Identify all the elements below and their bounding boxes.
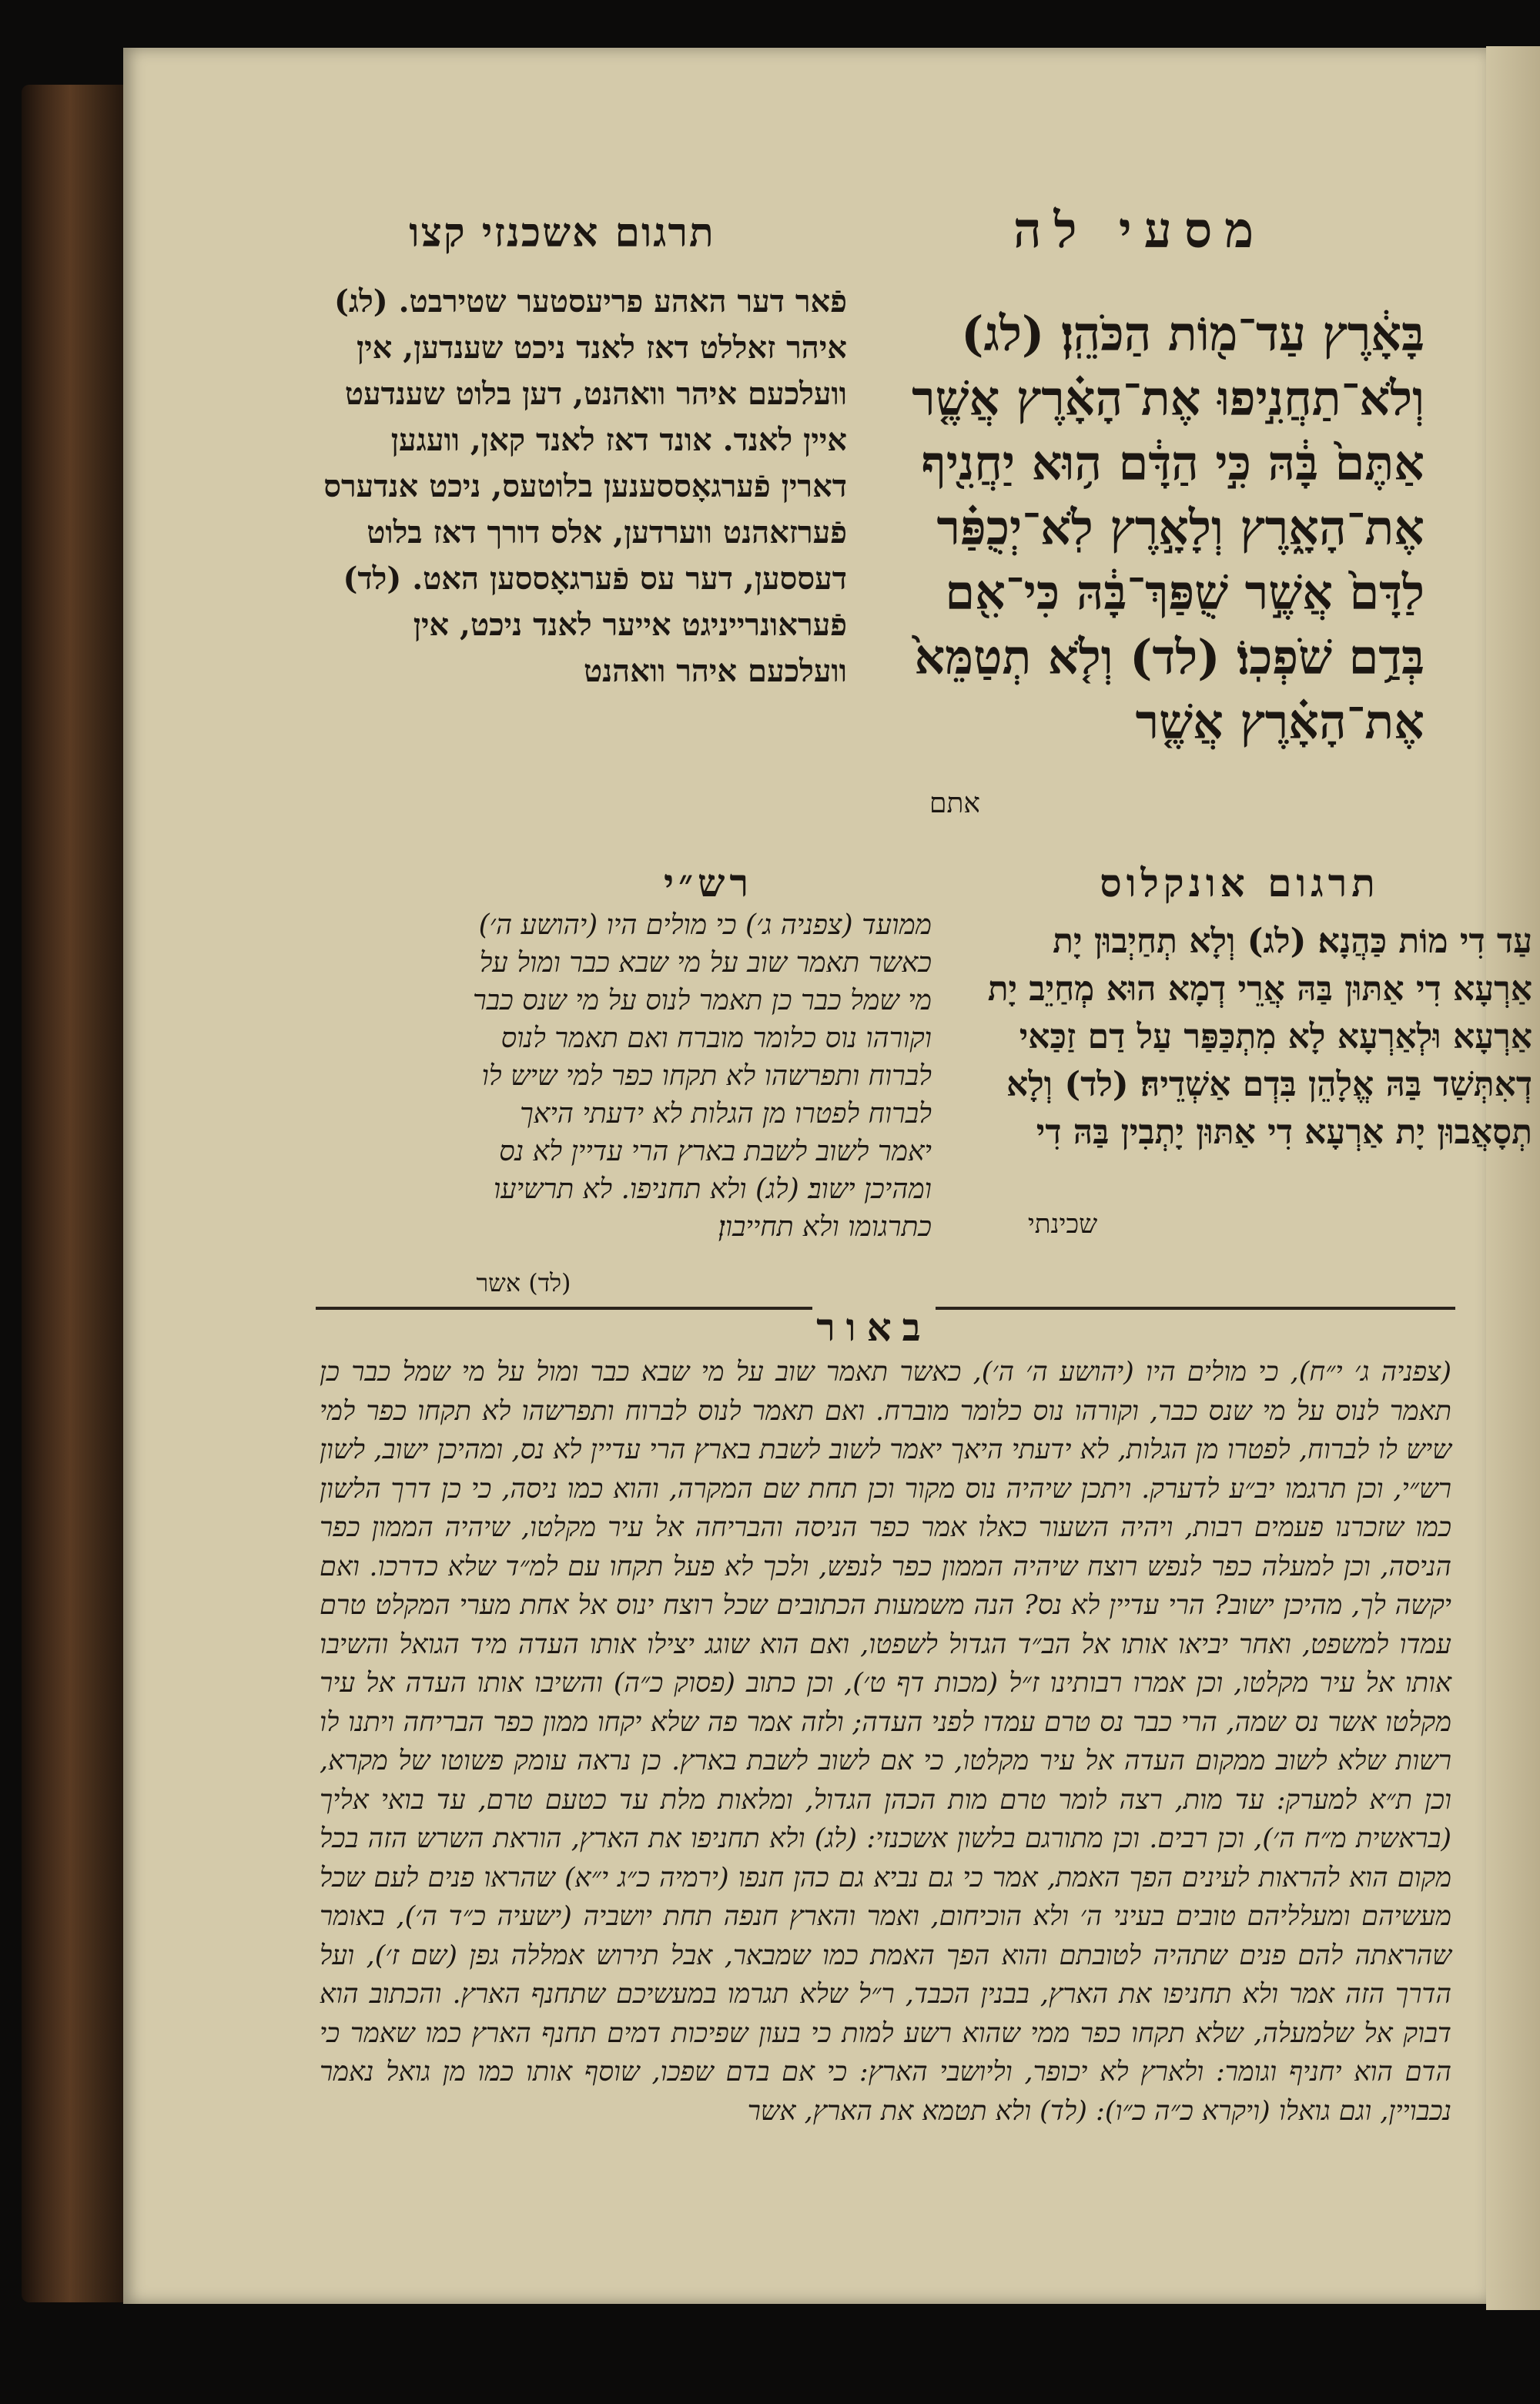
running-header-left: תרגום אשכנזי קצו [409,209,715,256]
catchword-rashi: (לד) אשר [476,1268,571,1297]
onkelos-heading: תרגום אונקלוס [1100,860,1380,906]
yiddish-translation-block: פֿאר דער האהע פריעסטער שטירבט. (לג) איהר זאללט דאז לאנד ניכט שענדען, אין וועלכעם איהר וואהנט, דען בלוט שענדעט איין לאנד. אונד דאז לאנד קאן, וועגען דארין פֿערגאָססענען בלוטעס, ניכט אנדערס פֿערזאהנט ווערדען, אלס דורך דאז בלוט דעססען, דער עס פֿערגאָססען האט. (לד) פֿעראונרייניגט אייער לאנד ניכט, אין וועלכעם איהר וואהנט [323,283,847,689]
rashi-heading: רש״י [663,860,754,906]
catchword-torah: אתם [929,788,981,819]
catchword-onkelos: שכינתי [1027,1209,1098,1240]
rashi-text-block: ממועד (צפניה ג׳) כי מולים היו (יהושע ה׳) כאשר תאמר שוב על מי שבא כבר ומול על מי שמל כבר כן תאמר לנוס על מי שנס כבר וקורהו נוס כלומר מוברח ואם תאמר לנוס לברוח ותפרשהו לא תקחו כפר למי שיש לו לברוח לפטרו מן הגלות לא ידעתי היאך יאמר לשוב לשבת בארץ הרי עדיין לא נס ומהיכן ישוב׃ (לג) ולא תחניפו. לא תרשיעו כתרגומו ולא תחייבון׃ [473,909,932,1243]
book-page [123,48,1532,2304]
facing-page-edge [1486,46,1540,2310]
biur-heading: באור [812,1304,936,1350]
biur-commentary-block: (צפניה ג׳ י״ח), כי מולים היו (יהושע ה׳ ה׳), כאשר תאמר שוב על מי שבא כבר ומול על מי שמל כבר כן תאמר לנוס על מי שנס כבר, וקורהו נוס כלומר מוברח. ואם תאמר לנוס לברוח ותפרשהו לא תקחו כפר למי שיש לו לברוח, לפטרו מן הגלות, לא ידעתי היאך יאמר לשוב לשבת בארץ הרי עדיין לא נס, ומהיכן ישוב, לשון רש״י, וכן תרגמו יב״ע לדערק. ויתכן שיהיה נוס מקור וכן תחת שם המקרה, והוא כמו ניסה, כי כן דרך הלשון כמו שזכרנו פעמים רבות, ויהיה השעור כאלו אמר כפר הניסה והבריחה אל עיר מקלטו, שיהיה הממון כפר הניסה, וכן למעלה כפר לנפש רוצח שיהיה הממון כפר לנפש, ולכך לא פעל תקחו עם למ״ד שלא כדרכו. ואם יקשה לך, מהיכן ישוב? הרי עדיין לא נס? הנה משמעות הכתובים שכל רוצח ינוס אל אחת מערי המקלט טרם עמדו למשפט, ואחר יביאו אותו אל הב״ד הגדול לשפטו, ואם הוא שוגג יצילו אותו העדה מיד הגואל והשיבו אותו אל עיר מקלטו, וכן אמרו רבותינו ז״ל (מכות דף ט׳), וכן כתוב (פסוק כ״ה) והשיבו אותו העדה אל עיר מקלטו אשר נס שמה, הרי כבר נס טרם עמדו לפני העדה; ולזה אמר פה שלא יקחו ממון כפר הבריחה ויתנו לו רשות שלא לשוב ממקום העדה אל עיר מקלטו, כי אם לשוב לשבת בארץ. כן נראה עומק פשוטו של מקרא, וכן ת״א למערק: עד מות, רצה לומר טרם מות הכהן הגדול, ומלאות מלת עד כטעם טרם, עד בואי אליך (בראשית מ״ח ה׳), וכן רבים. וכן מתורגם בלשון אשכנזי: (לג) ולא תחניפו את הארץ, הוראת השרש הזה בכל מקום הוא להראות לעינים הפך האמת, אמר כי גם נביא גם כהן חנפו (ירמיה כ״ג י״א) שהראו פנים לעם שכל מעשיהם ומעלליהם טובים בעיני ה׳ ולא הוכיחום, ואמר והארץ חנפה תחת יושביה (ישעיה כ״ד ה׳), באומר שהראתה להם פנים שתהיה לטובתם והוא הפך האמת כמו שמבאר, אבל תירוש אמללה גפן (שם ז׳), ועל הדרך הזה אמר ולא תחניפו את הארץ, בבנין הכבד, ר״ל שלא תגרמו במעשיכם שתחנף הארץ. והכתוב הוא דבוק אל שלמעלה, שלא תקחו כפר ממי שהוא רשע למות כי בעון שפיכות דמים תחנף הארץ כמו שאמר כי הדם הוא יחניף וגומר: ולארץ לא יכופר, וליושבי הארץ: כי אם בדם שפכו, שוסף אותו כמו מן גואל נאמר נכבויין, וגם גואלו (ויקרא כ״ה כ״ו): (לד) ולא תטמא את הארץ, אשר [320,1357,1451,2127]
running-header-main: מסעי לה [1013,202,1267,259]
book-fore-edge [22,85,129,2302]
torah-text-block: בָּאָ֔רֶץ עַד־מ֖וֹת הַכֹּהֵֽן׃ (לג) וְלֹא־תַחֲנִ֣יפוּ אֶת־הָאָ֗רֶץ אֲשֶׁ֤ר אַתֶּם֙ בָּ֔הּ כִּ֣י הַדָּ֔ם ה֥וּא יַחֲנִ֖יף אֶת־הָאָ֑רֶץ וְלָאָ֣רֶץ לֹֽא־יְכֻפַּ֗ר לַדָּם֙ אֲשֶׁ֣ר שֻׁפַּךְ־בָּ֔הּ כִּי־אִ֖ם בְּדַ֥ם שֹׁפְכֽוֹ׃ (לד) וְלֹ֤א תְטַמֵּא֙ אֶת־הָאָ֗רֶץ אֲשֶׁ֤ר [912,306,1424,750]
onkelos-text-block: עַד דִי מוֹת כַּהֲנָא׃ (לג) וְלָא תְחַיְבוּן יָת אַרְעָא דִי אַתּוּן בַּהּ אֲרֵי דְמָא הוּא מְחַיֵב יָת אַרְעָא וּלְאַרְעָא לָא מִתְכַּפַּר עַל דַם זַכַּאי דְאִתְּשַׁד בַּהּ אֱלָהֵן בִּדְם אַשְׁדֵיהּ׃ (לד) וְלָא תְסָאֲבוּן יָת אַרְעָא דִי אַתּוּן יָתְבִין בַּהּ דִי [987,922,1532,1152]
